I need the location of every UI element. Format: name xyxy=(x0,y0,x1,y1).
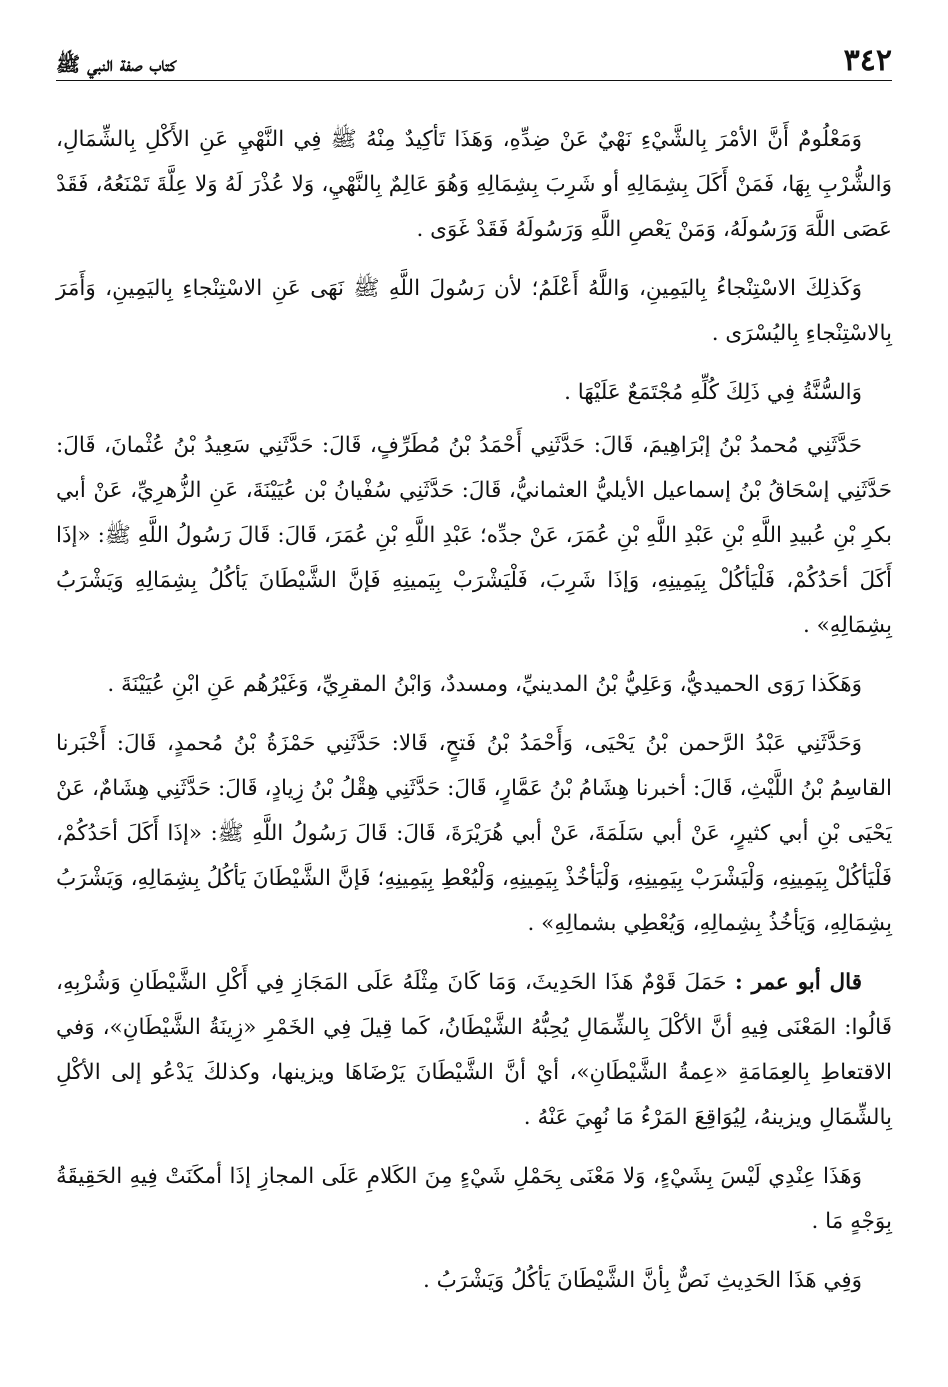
paragraph-narrators xyxy=(56,662,892,707)
paragraph-conclusion xyxy=(56,1258,892,1303)
paragraph-text: وَالسُّنَّةُ فِي ذَلِكَ كُلِّهِ مُجْتَمَعٌ عَلَيْهَا . xyxy=(564,380,862,405)
body-text xyxy=(56,117,892,1303)
paragraph-text: حَدَّثَنِي مُحمدُ بْنُ إبْرَاهِيمَ، قَالَ: حَدَّثَنِي أَحْمَدُ بْنُ مُطَرِّفٍ، قَالَ: حَدَّثَنِي سَعِيدُ بْنُ عُثْمانَ، قَالَ: حَدَّثَنِي إسْحَاقُ بْنُ إسماعيل الأيليُّ العثمانيُّ، قَالَ: حَدَّثَنِي سُفْيانُ بْن عُيَيْنَةَ، عَنِ الزُّهرِيِّ، عَنْ أبي بكرِ بْنِ عُبيدِ اللَّهِ بْنِ عَبْدِ اللَّهِ بْنِ عُمَرَ، عَنْ جدِّه؛ عَبْدِ اللَّهِ بْنِ عُمَرَ، قَالَ: قَالَ رَسُولُ اللَّهِ ﷺ: «إذَا أَكَلَ أحَدُكُمْ، فَلْيَأكُلْ بِيَمِينِهِ، وَإذَا شَرِبَ، فَلْيَشْرَبْ بِيَمينِهِ فَإنَّ الشَّيْطَانَ يَأكُلُ بِشِمَالِهِ وَيَشْرَبُ بِشِمَالِهِ» . xyxy=(56,433,892,638)
paragraph-refutation xyxy=(56,1154,892,1244)
paragraph-text: وَحَدَّثَنِي عَبْدُ الرَّحمن بْنُ يَحْيَى، وَأَحْمَدُ بْنُ فَتحٍ، قَالا: حَدَّثَنِي حَمْزَةُ بْنُ مُحمدٍ، قَالَ: أَخْبَرنا القاسِمُ بْنُ اللَّيْثِ، قَالَ: أخبرنا هِشَامُ بْنُ عَمَّارٍ، قَالَ: حَدَّثَنِي هِقْلُ بْنُ زِيادٍ، قَالَ: حَدَّثَنِي هِشَامٌ، عَنْ يَحْيَى بْنِ أبي كثيرٍ، عَنْ أبي سَلَمَةَ، عَنْ أبي هُرَيْرَةَ، قَالَ: قَالَ رَسُولُ اللَّهِ ﷺ: «إذَا أَكَلَ أحَدُكُمْ، فَلْيَأكُلْ بِيَمِينِهِ، وَلْيَشْرَبْ بِيَمِينِهِ، وَلْيَأخُذْ بِيَمِينِهِ، وَلْيُعْطِ بِيَمِينِهِ؛ فَإنَّ الشَّيْطَانَ يَأكُلُ بِشِمَالِهِ، وَيَشْرَبُ بِشِمَالِهِ، وَيَأخُذُ بِشِمالِهِ، وَيُعْطِي بشمالِهِ» . xyxy=(56,731,892,936)
paragraph-hadith-abu-hurayrah xyxy=(56,721,892,946)
paragraph-text: وَفِي هَذَا الحَدِيثِ نَصٌّ بِأنَّ الشَّيْطَانَ يَأكُلُ وَيَشْرَبُ . xyxy=(423,1268,862,1293)
paragraph-sunnah xyxy=(56,370,892,415)
paragraph-text: وَكَذلِكَ الاسْتِنْجاءُ بِاليَمِينِ، وَاللَّهُ أَعْلَمُ؛ لأن رَسُولَ اللَّهِ ﷺ نَهَى عَنِ الاسْتِنْجاءِ بِاليَمِينِ، وَأَمَرَ بِالاسْتِنْجاءِ بِاليُسْرَى . xyxy=(56,276,892,346)
paragraph-istinja xyxy=(56,266,892,356)
paragraph-prohibition xyxy=(56,117,892,252)
paragraph-text: وَهَكَذا رَوَى الحميديُّ، وَعَلِيُّ بْنُ المدينيِّ، ومسددٌ، وَابْنُ المقرِيِّ، وَغَيْرُهُم عَنِ ابْنِ عُيَيْنَةَ . xyxy=(107,672,862,697)
paragraph-text: وَهَذَا عِنْدِي لَيْسَ بِشَيْءٍ، وَلا مَعْنَى بِحَمْلِ شَيْءٍ مِنَ الكَلامِ عَلَى المجازِ إذَا أمكَنَتْ فِيهِ الحَقِيقَةُ بِوَجْهٍ مَا . xyxy=(56,1164,892,1234)
paragraph-hadith-ibn-umar xyxy=(56,423,892,648)
page-number: ٣٤٢ xyxy=(843,43,892,78)
book-title: كتاب صفة النبي ﷺ xyxy=(56,52,176,76)
paragraph-abu-umar-comment xyxy=(56,960,892,1140)
paragraph-text: حَمَلَ قَوْمٌ هَذَا الحَدِيثَ، وَمَا كَانَ مِثْلَهُ عَلَى المَجَازِ فِي أَكْلِ الشَّيْطَانِ وَشُرْبِهِ، قَالُوا: المَعْنَى فِيهِ أنَّ الأكْلَ بِالشِّمَالِ يُحِبُّهُ الشَّيْطَانُ، كَما قِيلَ فِي الخَمْرِ «زِينَةُ الشَّيْطَانِ»، وَفي الاقتعاطِ بِالعِمَامَةِ «عِمةُ الشَّيْطَانِ»، أيْ أنَّ الشَّيْطَانَ يَرْضَاهَا ويزينها، وكذلكَ يَدْعُو إلى الأكْلِ بِالشِّمَالِ ويزينهُ، لِيُوَاقِعَ المَرْءُ مَا نُهِيَ عَنْهُ . xyxy=(56,970,892,1130)
paragraph-text: وَمَعْلُومٌ أَنَّ الأمْرَ بِالشَّيْءِ نَهْيٌ عَنْ ضِدِّهِ، وَهَذَا تَأكِيدٌ مِنْهُ ﷺ فِي النَّهْيِ عَنِ الأَكْلِ بِالشِّمَالِ، وَالشُّرْبِ بِهَا، فَمَنْ أَكَلَ بِشِمَالِهِ أو شَرِبَ بِشِمَالِهِ وَهُوَ عَالِمٌ بِالنَّهْيِ، وَلا عُذْرَ لَهُ وَلا عِلَّةَ تَمْنَعُهُ، فَقَدْ عَصَى اللَّهَ وَرَسُولَهُ، وَمَنْ يَعْصِ اللَّهِ وَرَسُولَهُ فَقَدْ غَوَى . xyxy=(56,127,892,242)
running-header xyxy=(56,36,892,81)
speaker-label: قال أبو عمر : xyxy=(734,970,863,995)
